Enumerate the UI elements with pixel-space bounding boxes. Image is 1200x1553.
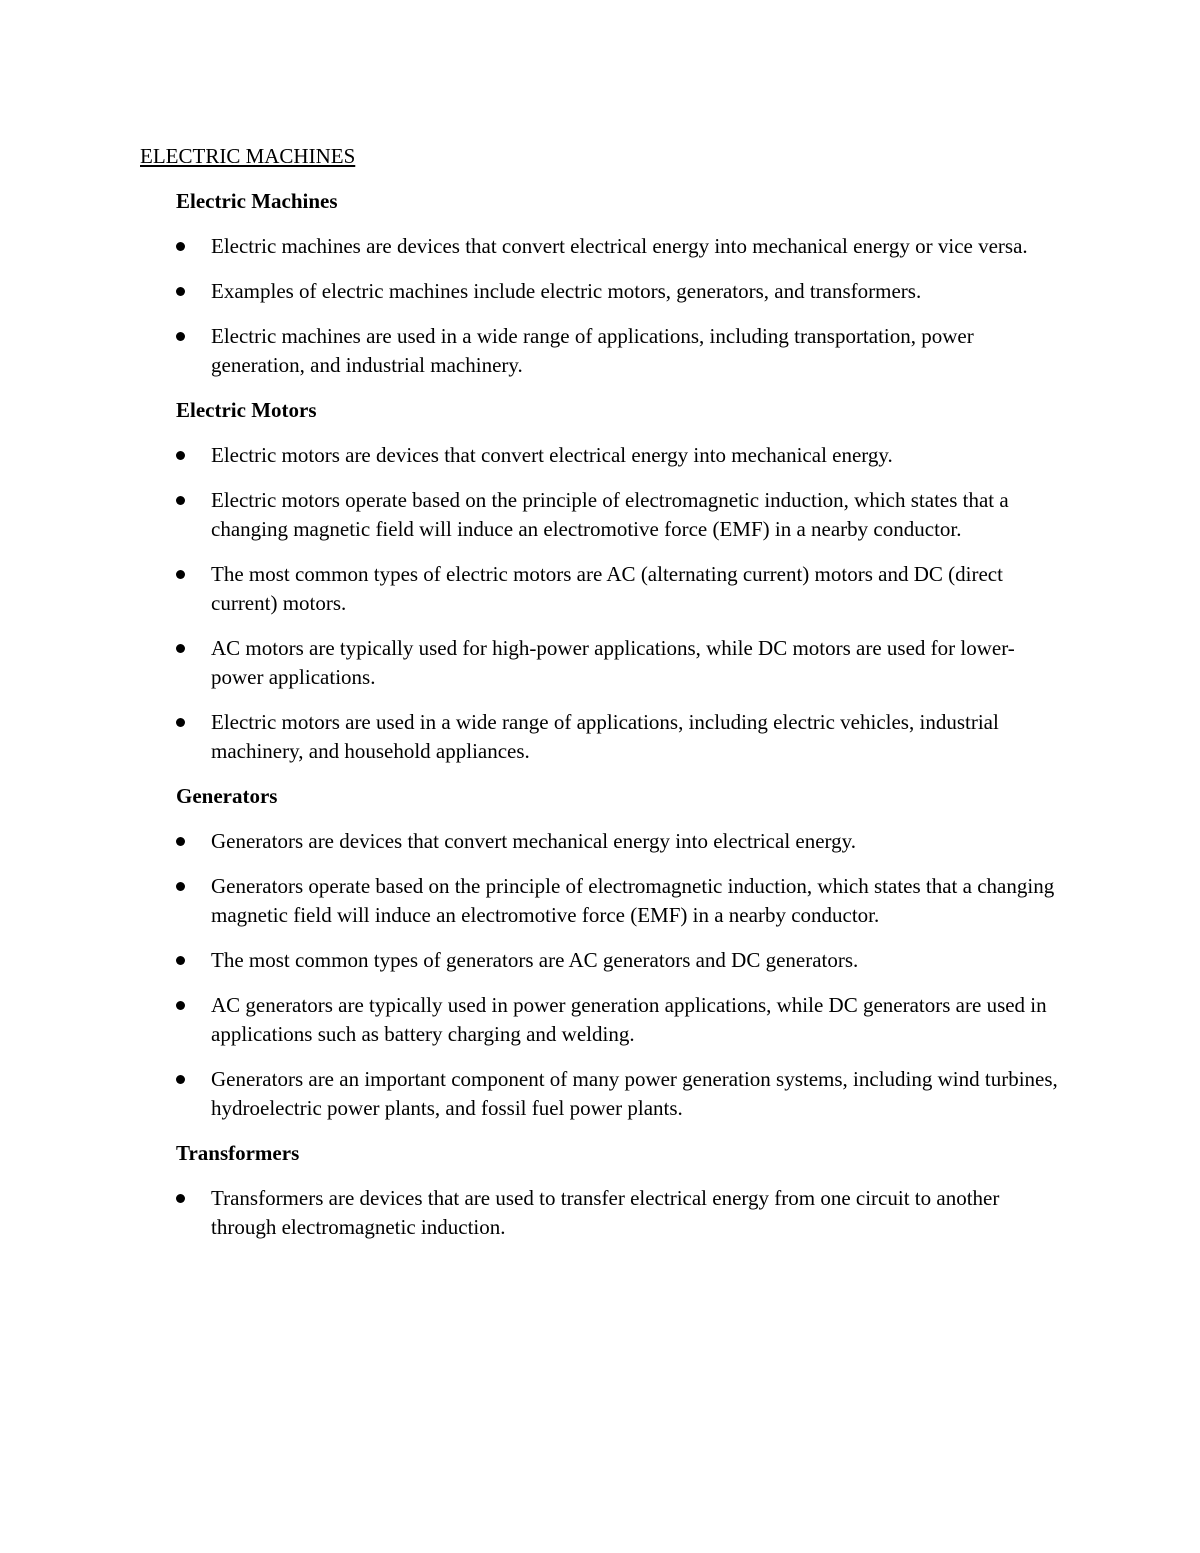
list-item [176,634,1066,692]
bullet-list [176,232,1066,380]
bullet-list [176,827,1066,1123]
list-item [176,1184,1066,1242]
section-heading: Transformers [176,1141,300,1165]
list-item-text: AC generators are typically used in power generation applications, while DC generators are used in applications such as battery charging and welding. [211,993,1047,1046]
bullet-icon [176,496,185,505]
list-item-text: Electric motors are used in a wide range of applications, including electric vehicles, industrial machinery, and household appliances. [211,710,999,763]
section-electric-motors [176,396,1066,766]
list-item-text: Electric machines are used in a wide range of applications, including transportation, power generation, and industrial machinery. [211,324,974,377]
list-item [176,827,1066,856]
list-item-text: Electric machines are devices that convert electrical energy into mechanical energy or vice versa. [211,234,1028,258]
list-item [176,991,1066,1049]
list-item [176,872,1066,930]
list-item-text: Electric motors operate based on the principle of electromagnetic induction, which states that a changing magnetic field will induce an electromotive force (EMF) in a nearby conductor. [211,488,1009,541]
bullet-list [176,1184,1066,1242]
list-item [176,232,1066,261]
list-item-text: Electric motors are devices that convert electrical energy into mechanical energy. [211,443,893,467]
list-item-text: Generators operate based on the principle of electromagnetic induction, which states that a changing magnetic field will induce an electromotive force (EMF) in a nearby conductor. [211,874,1055,927]
list-item-text: The most common types of electric motors are AC (alternating current) motors and DC (direct current) motors. [211,562,1003,615]
list-item-text: AC motors are typically used for high-power applications, while DC motors are used for lower-power applications. [211,636,1015,689]
document-body [176,187,1066,1258]
list-item [176,1065,1066,1123]
section-heading: Electric Motors [176,398,317,422]
bullet-icon [176,287,185,296]
list-item-text: Generators are an important component of many power generation systems, including wind turbines, hydroelectric power plants, and fossil fuel power plants. [211,1067,1058,1120]
list-item [176,946,1066,975]
section-transformers [176,1139,1066,1242]
section-generators [176,782,1066,1123]
list-item [176,708,1066,766]
bullet-icon [176,718,185,727]
bullet-list [176,441,1066,766]
bullet-icon [176,1001,185,1010]
bullet-icon [176,1194,185,1203]
list-item-text: Transformers are devices that are used to transfer electrical energy from one circuit to another through electromagnetic induction. [211,1186,1000,1239]
list-item [176,560,1066,618]
bullet-icon [176,644,185,653]
list-item [176,441,1066,470]
list-item-text: Generators are devices that convert mechanical energy into electrical energy. [211,829,857,853]
section-heading: Generators [176,784,278,808]
section-heading: Electric Machines [176,189,338,213]
bullet-icon [176,956,185,965]
section-electric-machines [176,187,1066,380]
list-item-text: Examples of electric machines include electric motors, generators, and transformers. [211,279,922,303]
list-item [176,322,1066,380]
list-item [176,277,1066,306]
bullet-icon [176,332,185,341]
document-title: ELECTRIC MACHINES [140,144,356,168]
list-item [176,486,1066,544]
bullet-icon [176,882,185,891]
bullet-icon [176,242,185,251]
bullet-icon [176,570,185,579]
list-item-text: The most common types of generators are AC generators and DC generators. [211,948,859,972]
bullet-icon [176,451,185,460]
bullet-icon [176,837,185,846]
bullet-icon [176,1075,185,1084]
